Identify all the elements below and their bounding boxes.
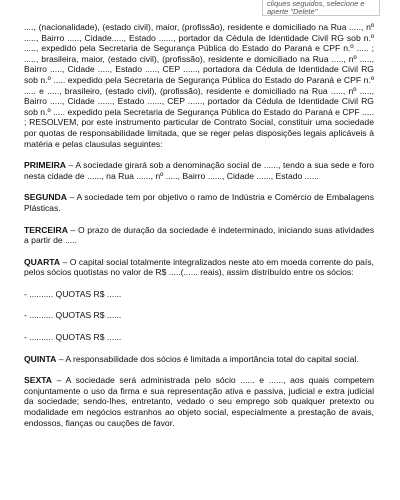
- clause-text: – A responsabilidade dos sócios é limitada a importância total do capital social.: [56, 353, 359, 364]
- clause-quarta: [24, 257, 374, 278]
- intro-paragraph: ...., (nacionalidade), (estado civil), maior, (profissão), residente e domiciliado na Rua ....., nº ....., Bairro ....., Cidade....., Estado ......, portador da Cédula de Identidade Civil RG sob n.º ....., expedido pela Secretaria de Segurança Pública do Estado do Paraná e CPF n.º ..... ; ....., brasileira, maior, (estado civil), (profissão), residente e domiciliado na Rua ....., nº ....., Bairro ....., Cidade ....., Estado ....., CEP ......, portadora da Cédula de Identidade Civil RG sob n.º ..... expedido pela Secretaria de Segurança Pública do Estado do Paraná e CPF n.º ..... e ....., brasileiro, (estado civil), (profissão), residente e domiciliado na Rua ....., nº ....., Bairro ....., Cidade ......, Estado ......, CEP ......, portador da Cédula de Identidade Civil RG sob n.º ..... expedido pela Secretaria de Segurança Pública do Estado do Paraná e CPF ..... ; RESOLVEM, por este instrumento particular de Contrato Social, constituir uma sociedade por quotas de responsabilidade limitada, que se reger pelas disposições legais aplicáveis à matéria e pelas clausulas seguintes:: [24, 22, 374, 149]
- quota-line: - .......... QUOTAS R$ ......: [24, 288, 122, 299]
- clause-label: SEGUNDA: [24, 192, 67, 203]
- clause-text: – A sociedade girará sob a denominação social de ......, tendo a sua sede e foro nesta cidade de ......, na Rua ......, nº ....., Bairro ......, Cidade ......, Estado ......: [24, 160, 374, 181]
- quota-line: - .......... QUOTAS R$ ......: [24, 332, 122, 343]
- clause-label: QUINTA: [24, 353, 57, 364]
- clause-text: – O prazo de duração da sociedade é indeterminado, iniciando suas atividades a partir de .....: [24, 224, 374, 246]
- clause-label: QUARTA: [24, 256, 61, 267]
- help-tooltip: [262, 0, 380, 16]
- clause-text: – O capital social totalmente integralizados neste ato em moeda corrente do país, pelos sócios quotistas no valor de R$ .....(...... reais), assim distribuído entre os sócios:: [24, 256, 374, 278]
- clause-segunda: [24, 192, 374, 213]
- contract-document: [24, 22, 374, 439]
- clause-terceira: [24, 225, 374, 246]
- clause-label: PRIMEIRA: [24, 160, 67, 171]
- help-tooltip-text: cliques seguidos, selecione e aperte "Delete": [267, 0, 365, 16]
- clause-primeira: [24, 160, 374, 181]
- clause-quinta: [24, 354, 374, 365]
- clause-label: SEXTA: [24, 375, 53, 386]
- clause-text: – A sociedade tem por objetivo o ramo de Indústria e Comércio de Embalagens Plásticas.: [24, 192, 374, 213]
- clause-sexta: [24, 375, 374, 428]
- clause-text: – A sociedade será administrada pelo sócio ...... e ......, aos quais competem conjuntamente o uso da firma e sua representação ativa e passiva, judicial e extra judicial da sociedade; sendo-lhes, entretanto, vedado o seu emprego sob qualquer pretexto ou modalidade em negócios estranhos ao objeto social, especialmente a prestação de avais, endossos, fianças ou cauções de favor.: [24, 375, 374, 428]
- quota-line: - .......... QUOTAS R$ ......: [24, 310, 122, 321]
- clause-label: TERCEIRA: [24, 224, 68, 235]
